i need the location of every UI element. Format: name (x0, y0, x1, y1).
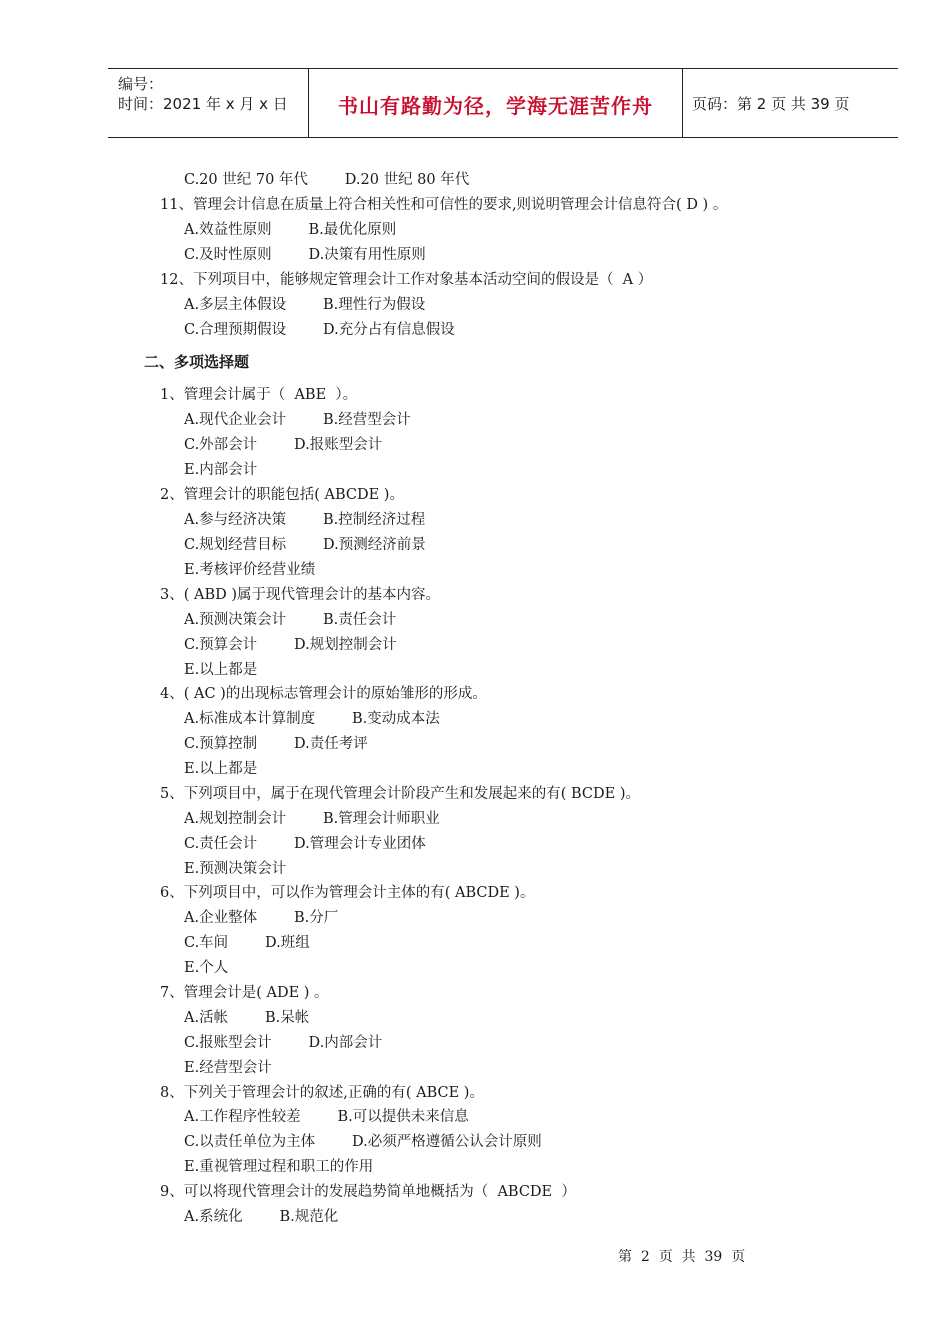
option-line: A.预测决策会计 B.责任会计 (184, 612, 397, 628)
option-line: E.重视管理过程和职工的作用 (184, 1159, 374, 1175)
header-page-cell (682, 69, 898, 137)
question-line: 8、下列关于管理会计的叙述,正确的有( ABCE )。 (160, 1085, 484, 1101)
option-line: C.预算会计 D.规划控制会计 (184, 637, 397, 653)
option-line: C.20 世纪 70 年代 D.20 世纪 80 年代 (184, 172, 470, 188)
header-motto-cell (308, 69, 683, 137)
section-heading: 二、多项选择题 (144, 353, 250, 371)
option-line: C.以责任单位为主体 D.必须严格遵循公认会计原则 (184, 1134, 542, 1150)
option-line: C.合理预期假设 D.充分占有信息假设 (184, 322, 455, 338)
question-line: 12、下列项目中，能够规定管理会计工作对象基本活动空间的假设是（ A ） (160, 272, 653, 288)
option-line: A.参与经济决策 B.控制经济过程 (184, 512, 426, 528)
option-line: E.内部会计 (184, 462, 258, 478)
motto: 书山有路勤为径，学海无涯苦作舟 (338, 94, 653, 118)
option-line: C.及时性原则 D.决策有用性原则 (184, 247, 426, 263)
question-line: 5、下列项目中，属于在现代管理会计阶段产生和发展起来的有( BCDE )。 (160, 786, 640, 802)
option-line: C.责任会计 D.管理会计专业团体 (184, 836, 426, 852)
option-line: A.现代企业会计 B.经营型会计 (184, 412, 411, 428)
question-line: 11、管理会计信息在质量上符合相关性和可信性的要求,则说明管理会计信息符合( D ) 。 (160, 197, 728, 213)
header-meta-cell (108, 69, 308, 137)
option-line: A.规划控制会计 B.管理会计师职业 (184, 811, 440, 827)
option-line: A.工作程序性较差 B.可以提供未来信息 (184, 1109, 469, 1125)
option-line: A.效益性原则 B.最优化原则 (184, 222, 397, 238)
question-line: 9、可以将现代管理会计的发展趋势简单地概括为（ ABCDE ） (160, 1184, 576, 1200)
question-line: 7、管理会计是( ADE ) 。 (160, 985, 329, 1001)
option-line: C.预算控制 D.责任考评 (184, 736, 368, 752)
option-line: C.规划经营目标 D.预测经济前景 (184, 537, 426, 553)
option-line: A.标准成本计算制度 B.变动成本法 (184, 711, 440, 727)
option-line: E.个人 (184, 960, 229, 976)
option-line: E.以上都是 (184, 662, 258, 678)
page-info: 页码：第 2 页 共 39 页 (692, 95, 850, 113)
option-line: E.经营型会计 (184, 1060, 272, 1076)
question-line: 3、( ABD )属于现代管理会计的基本内容。 (160, 587, 441, 603)
page-header (108, 68, 898, 138)
option-line: C.车间 D.班组 (184, 935, 310, 951)
option-line: A.活帐 B.呆帐 (184, 1010, 310, 1026)
question-line: 2、管理会计的职能包括( ABCDE )。 (160, 487, 404, 503)
number-label: 编号： (118, 75, 164, 93)
option-line: E.考核评价经营业绩 (184, 562, 316, 578)
option-line: C.报账型会计 D.内部会计 (184, 1035, 383, 1051)
option-line: E.以上都是 (184, 761, 258, 777)
time-label: 时间：2021 年 x 月 x 日 (118, 95, 288, 113)
question-line: 6、下列项目中，可以作为管理会计主体的有( ABCDE )。 (160, 885, 535, 901)
page-footer: 第 2 页 共 39 页 (618, 1249, 746, 1265)
question-line: 4、( AC )的出现标志管理会计的原始雏形的形成。 (160, 686, 487, 702)
option-line: C.外部会计 D.报账型会计 (184, 437, 383, 453)
option-line: A.企业整体 B.分厂 (184, 910, 339, 926)
option-line: A.多层主体假设 B.理性行为假设 (184, 297, 426, 313)
option-line: A.系统化 B.规范化 (184, 1209, 339, 1225)
option-line: E.预测决策会计 (184, 861, 287, 877)
question-line: 1、管理会计属于（ ABE ）。 (160, 387, 358, 403)
